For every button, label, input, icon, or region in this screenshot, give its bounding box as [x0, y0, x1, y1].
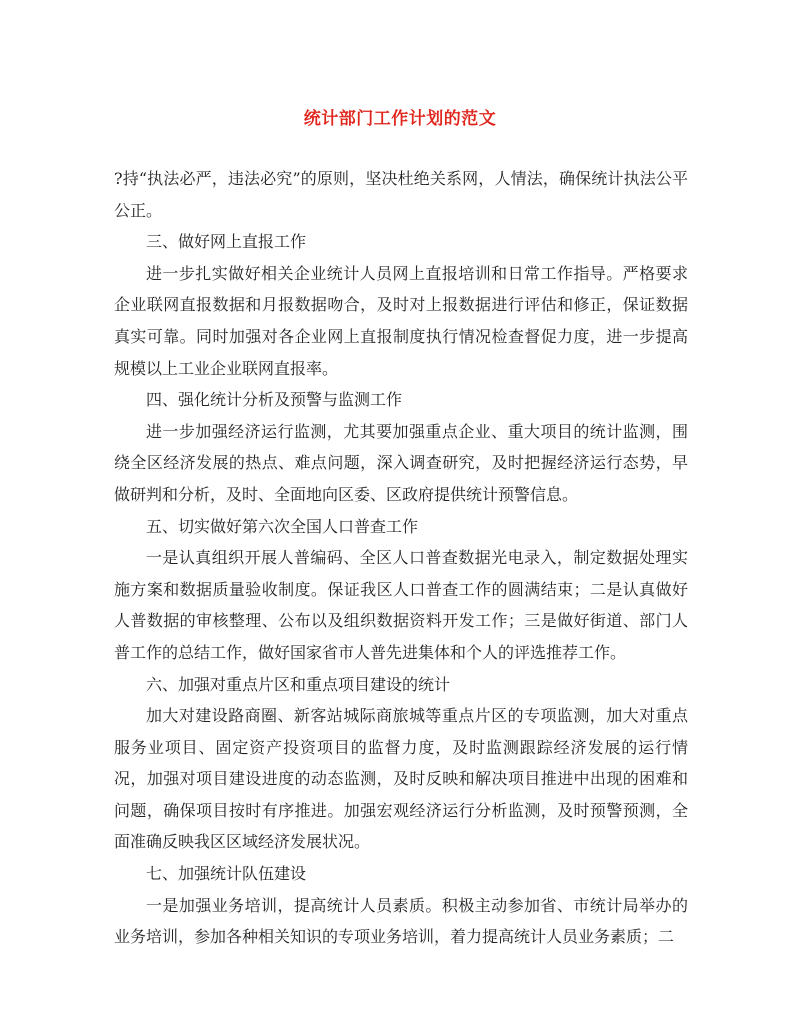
section-heading-5: 五、切实做好第六次全国人口普查工作	[146, 516, 419, 536]
section-heading-3: 三、做好网上直报工作	[146, 232, 307, 252]
document-title: 统计部门工作计划的范文	[303, 109, 497, 129]
paragraph-5: 加大对建设路商圈、新客站城际商旅城等重点片区的专项监测，加大对重点服务业项目、固定资产投资项目的监督力度，及时监测跟踪经济发展的运行情况，加强对项目建设进度的动态监测，及时反映和解决项目推进中出现的困难和问题，确保项目按时有序推进。加强宏观经济运行分析监测，及时预警预测，全面准确反映我区区域经济发展状况。	[114, 706, 688, 852]
paragraph-3: 进一步加强经济运行监测，尤其要加强重点企业、重大项目的统计监测，围绕全区经济发展的热点、难点问题，深入调查研究，及时把握经济运行态势，早做研判和分析，及时、全面地向区委、区政府提供统计预警信息。	[114, 421, 688, 504]
paragraph-6: 一是加强业务培训，提高统计人员素质。积极主动参加省、市统计局举办的业务培训，参加各种相关知识的专项业务培训，着力提高统计人员业务素质；二	[114, 895, 688, 947]
section-heading-4: 四、强化统计分析及预警与监测工作	[146, 390, 403, 410]
section-heading-6: 六、加强对重点片区和重点项目建设的统计	[146, 674, 451, 694]
section-heading-7: 七、加强统计队伍建设	[146, 864, 307, 884]
paragraph-4: 一是认真组织开展人普编码、全区人口普查数据光电录入，制定数据处理实施方案和数据质量验收制度。保证我区人口普查工作的圆满结束；二是认真做好人普数据的审核整理、公布以及组织数据资料开发工作；三是做好街道、部门人普工作的总结工作，做好国家省市人普先进集体和个人的评选推荐工作。	[114, 548, 688, 662]
paragraph-1: ?持“执法必严，违法必究”的原则，坚决杜绝关系网，人情法，确保统计执法公平公正。	[114, 169, 688, 220]
paragraph-2: 进一步扎实做好相关企业统计人员网上直报培训和日常工作指导。严格要求企业联网直报数据和月报数据吻合，及时对上报数据进行评估和修正，保证数据真实可靠。同时加强对各企业网上直报制度执行情况检查督促力度，进一步提高规模以上工业企业联网直报率。	[114, 263, 688, 378]
document-body	[114, 163, 688, 953]
